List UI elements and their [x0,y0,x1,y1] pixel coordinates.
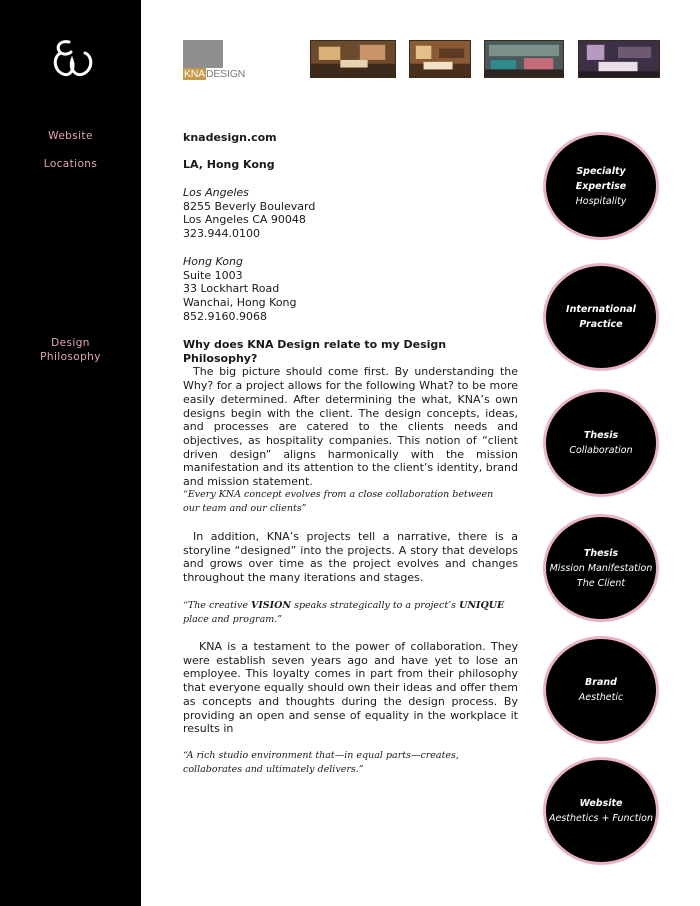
hotel-suite-photo [310,40,396,78]
circle-label: Website [579,798,623,809]
sidebar-label-design: Design [51,337,90,349]
sidebar-link-website[interactable]: Website [48,130,93,142]
lounge-photo [484,40,564,78]
quote-collaboration: “Every KNA concept evolves from a close collaboration between our team and our clients” [183,489,494,514]
website-address: knadesign.com [183,131,277,144]
circle-label: Thesis [583,547,619,559]
logo-wordmark: KNADESIGN [184,68,246,80]
circle-label: Expertise [575,180,627,192]
kna-design-logo [183,40,267,80]
circle-label: Thesis [583,430,619,441]
la-address [183,186,518,241]
circle-label: Collaboration [569,445,633,456]
la-phone: 323.944.0100 [183,227,260,241]
hk-phone: 852.9160.9068 [183,309,267,323]
hk-line2: 33 Lockhart Road [183,282,280,296]
philosophy-paragraph-3-wrap [183,640,518,736]
circle-label: Brand [585,677,617,688]
sidebar-label-philosophy: Philosophy [40,351,101,363]
monogram-logo-icon [49,38,95,80]
circle-website-function [543,757,659,865]
quote-vision: “The creative VISION speaks strategically to a project’s UNIQUE place and program.” [183,600,505,625]
sidebar [0,0,141,906]
philosophy-paragraph-1: The big picture should come first. By understanding the Why? for a project allows for the following What? to be more easily determined. After determining the what, KNA’s own designs begin with the client. The design concepts, ideas, and processes are catered to the clients needs and objectives, as hospitality companies. This notion of “client driven design” aligns harmonically with the mission manifestation and its attention to the client’s identity, brand and mission statement. [183,365,518,489]
circle-label: Specialty [576,165,626,177]
circle-thesis-collaboration [543,389,659,497]
philosophy-section [183,338,518,489]
philosophy-paragraph-2-wrap [183,530,518,585]
circle-label: Hospitality [575,195,627,207]
guest-room-photo [578,40,660,78]
hk-address [183,255,518,324]
locations-heading: LA, Hong Kong [183,158,275,171]
philosophy-paragraph-2: In addition, KNA’s projects tell a narrative, there is a storyline “designed” into the projects. A story that develops and grows over time as the project evolves and changes throughout the many iterations and stages. [183,530,518,585]
philosophy-heading: Why does KNA Design relate to my Design Philosophy? [183,338,447,365]
circle-label: Mission Manifestation [549,562,653,574]
circle-brand-aesthetic [543,636,659,744]
bedroom-photo [409,40,471,78]
circle-label: Aesthetic [578,692,624,703]
la-city: Los Angeles [183,186,249,199]
la-line2: Los Angeles CA 90048 [183,213,306,227]
hk-line3: Wanchai, Hong Kong [183,296,297,310]
circle-label: Aesthetics + Function [549,813,653,824]
circle-label: Practice [579,319,623,330]
quote-studio: “A rich studio environment that—in equal parts—creates, collaborates and ultimately delivers.” [183,750,459,775]
circle-thesis-mission [543,514,659,622]
circle-label: The Client [576,577,626,589]
sidebar-link-locations[interactable]: Locations [43,158,98,170]
philosophy-paragraph-3: KNA is a testament to the power of collaboration. They were establish seven years ago and have yet to lose an employee. This loyalty comes in part from their philosophy that everyone equally should own their ideas and offer them as concepts and thoughts during the design process. By providing an open and sense of equality in the workplace it results in [183,640,518,736]
sidebar-link-design-philosophy[interactable] [0,336,141,364]
logo-block [183,40,223,68]
la-line1: 8255 Beverly Boulevard [183,199,316,213]
circle-international-practice [543,263,659,371]
hk-line1: Suite 1003 [183,268,243,282]
circle-specialty-expertise [543,132,659,240]
circle-label: International [566,304,636,315]
hk-city: Hong Kong [183,255,243,268]
